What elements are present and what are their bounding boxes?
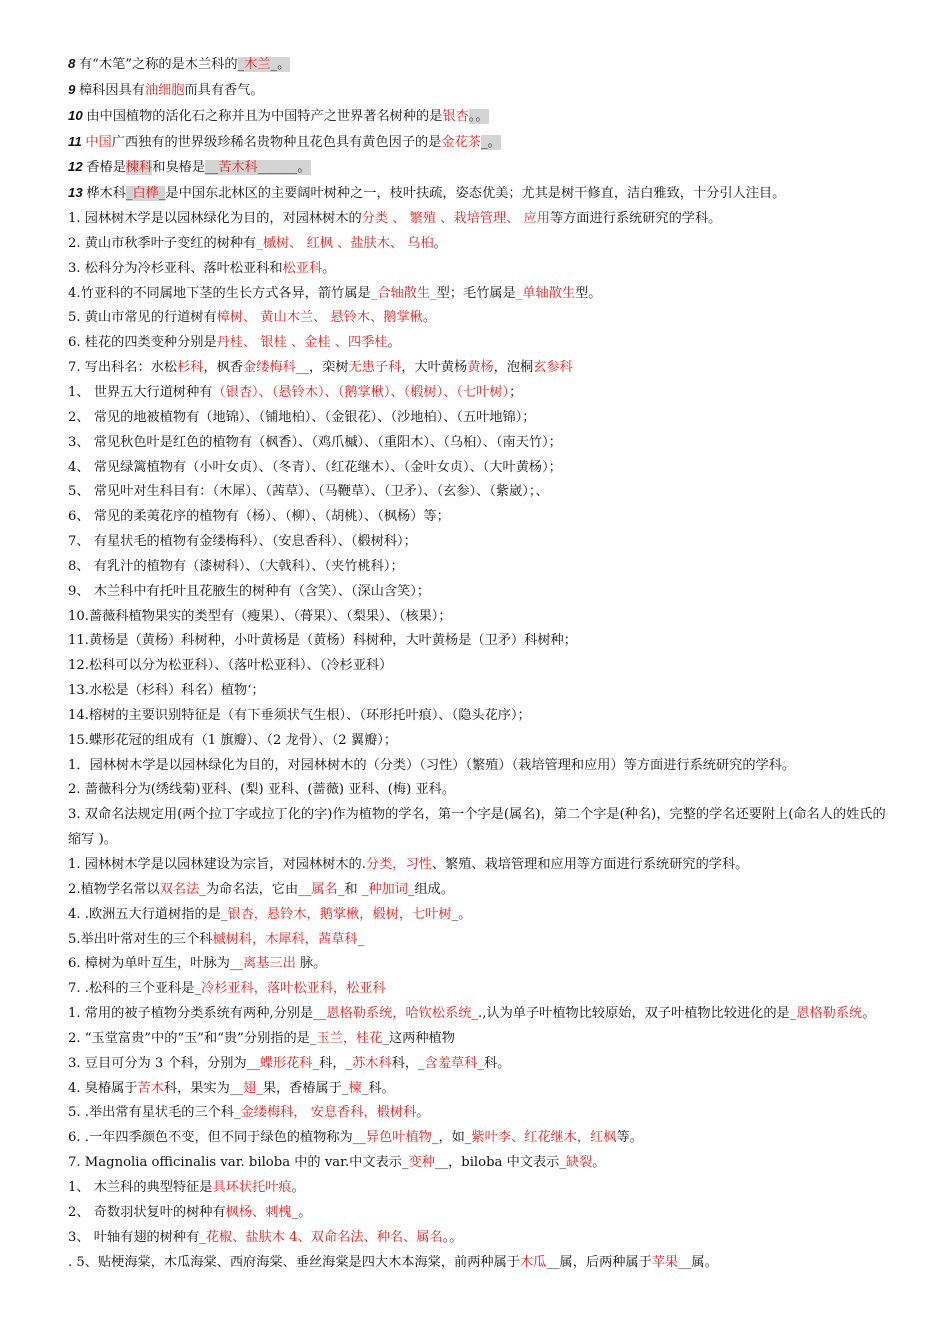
- text-segment: 1、 世界五大行道树种有: [68, 384, 213, 400]
- text-line: [68, 530, 890, 555]
- text-segment: 广西独有的世界级珍稀名贵物种且花色具有黄色因子的是: [111, 134, 442, 150]
- text-segment: 等。: [616, 1130, 643, 1146]
- text-segment: _: [125, 186, 133, 202]
- text-line: [68, 928, 890, 953]
- answer-text: 银杏: [442, 108, 469, 124]
- answer-text: 紫叶李、红花继木，红枫: [471, 1130, 617, 1146]
- item-number: 13: [68, 185, 87, 201]
- text-line: [68, 1201, 890, 1226]
- answer-text: 花椒、盐肤木 4、双命名法、种名、属名: [205, 1229, 443, 1245]
- text-segment: 。: [592, 1155, 606, 1171]
- answer-text: 木兰: [244, 57, 271, 72]
- text-line: [68, 853, 890, 878]
- text-line: [68, 580, 890, 605]
- text-line: [68, 155, 890, 181]
- text-segment: 5.举出叶常对生的三个科: [68, 931, 213, 947]
- answer-text: 属名: [311, 881, 338, 897]
- text-segment: 而具有香气。: [184, 82, 264, 98]
- text-segment: 7. Magnolia officinalis var. biloba 中的 var.中文表示_: [68, 1155, 409, 1171]
- answer-text: （银杏）、（悬铃木）、（鹅掌楸）、（椴树）、（七叶树）: [212, 384, 510, 400]
- answer-text: 恩格勒系统，哈钦松系统: [326, 1006, 472, 1022]
- text-segment: 14.榕树的主要识别特征是（有下垂须状气生根）、（环形托叶痕）、（隐头花序）；: [68, 707, 531, 723]
- answer-text: 双名法: [159, 881, 200, 897]
- text-segment: _组成。: [407, 881, 455, 897]
- text-segment: 2、 常见的地被植物有（地锦）、（铺地柏）、（金银花）、（沙地柏）、（五叶地锦）；: [68, 409, 536, 425]
- answer-text: 玉兰，桂花: [316, 1030, 383, 1046]
- text-line: [68, 78, 890, 104]
- answer-text: 分类 、 繁殖 、栽培管理、 应用: [361, 211, 550, 227]
- text-segment: 3、 叶轴有翅的树种有_: [68, 1229, 206, 1245]
- text-segment: __属。: [678, 1254, 718, 1270]
- answer-text: 无患子科: [348, 360, 402, 376]
- answer-text: 苹果: [651, 1254, 679, 1270]
- text-segment: 6. 桂花的四类变种分别是: [68, 335, 217, 351]
- answer-text: 樟树、 黄山木兰、 悬铃木、鹅掌楸: [216, 310, 423, 326]
- item-number: 12: [68, 159, 87, 175]
- answer-text: 变种: [408, 1155, 435, 1171]
- text-segment: 。: [297, 160, 311, 176]
- text-line: [68, 356, 890, 381]
- text-segment: 1. 常用的被子植物分类系统有两种,分别是__: [68, 1006, 327, 1022]
- text-segment: . 5、贴梗海棠，木瓜海棠、西府海棠、垂丝海棠是四大木本海棠，前两种属于: [68, 1254, 520, 1270]
- text-line: [68, 1052, 890, 1077]
- text-segment: 是中国东北林区的主要阔叶树种之一，枝叶扶疏，姿态优美；尤其是树干修直，洁白雅致，十分引人注目。: [165, 186, 786, 202]
- text-segment: 5. 黄山市常见的行道树有: [68, 310, 217, 326]
- text-line: [68, 803, 890, 853]
- text-segment: 5、 常见叶对生科目有：（木犀）、（茜草）、（马鞭草）、（卫矛）、（玄参）、（紫崴）；、: [68, 484, 549, 500]
- text-line: [68, 977, 890, 1002]
- text-line: [68, 903, 890, 928]
- text-line: [68, 952, 890, 977]
- text-segment: 1、 木兰科的典型特征是: [68, 1179, 213, 1195]
- text-segment: 4. .欧洲五大行道树指的是_: [68, 906, 228, 922]
- text-segment: ，泡桐: [493, 360, 534, 376]
- text-line: [68, 1077, 890, 1102]
- item-number: 9: [68, 81, 79, 97]
- text-segment: 9、 木兰科中有托叶且花腋生的树种有（含笑）、（深山含笑）；: [68, 583, 431, 599]
- text-segment: 13.水松是（杉科）科名）植物‘；: [68, 683, 265, 699]
- item-number: 10: [68, 107, 87, 123]
- text-line: [68, 257, 890, 282]
- text-line: [68, 232, 890, 257]
- text-segment: 1. 园林树木学是以园林绿化为目的，对园林树木的: [68, 211, 362, 227]
- text-segment: 脉。: [295, 956, 327, 972]
- text-segment: 科，_: [391, 1055, 425, 1071]
- text-segment: 。。: [468, 108, 489, 124]
- text-segment: 科，果实为__: [163, 1080, 244, 1096]
- answer-text: 杉科: [177, 360, 204, 376]
- text-line: [68, 1251, 890, 1276]
- text-segment: 2. 蔷薇科分为(绣线菊)亚科、(梨) 亚科、(蔷薇) 亚科、(梅) 亚科。: [68, 782, 456, 798]
- answer-text: 玄参科: [533, 360, 573, 376]
- answer-text: _单轴散生: [515, 285, 576, 301]
- text-line: [68, 406, 890, 431]
- text-segment: 7. .松科的三个亚科是_: [68, 981, 202, 997]
- text-segment: 。: [416, 1105, 430, 1121]
- item-number: 11: [68, 133, 86, 149]
- answer-text: 丹桂、 银桂 、金桂 、四季桂: [216, 335, 388, 351]
- text-segment: ，枫香: [203, 360, 244, 376]
- text-segment: 桦木科: [86, 186, 126, 202]
- answer-text: 枫杨、刺槐: [225, 1204, 292, 1220]
- text-line: [68, 52, 890, 78]
- text-segment: 。。: [442, 1229, 463, 1245]
- answer-text: 金缕梅科: [243, 360, 296, 376]
- text-line: [68, 704, 890, 729]
- text-segment: _科。: [477, 1055, 511, 1071]
- text-line: [68, 1151, 890, 1176]
- text-line: [68, 306, 890, 331]
- text-line: [68, 778, 890, 803]
- answer-text: 缺裂: [565, 1155, 593, 1171]
- text-segment: 有“木笔”之称的是木兰科的: [79, 57, 238, 72]
- text-segment: _。: [270, 57, 291, 72]
- text-segment: ，大叶黄杨: [401, 360, 468, 376]
- answer-text: 含羞草科: [424, 1055, 478, 1071]
- answer-text: 冷杉亚科，落叶松亚科，松亚科: [201, 981, 386, 997]
- text-line: [68, 729, 890, 754]
- text-segment: 15.蝶形花冠的组成有（1 旗瓣）、（2 龙骨）、（2 翼瓣）；: [68, 732, 398, 748]
- text-segment: 6、 常见的柔荑花序的植物有（杨）、（柳）、（胡桃）、（枫杨）等；: [68, 509, 450, 525]
- text-segment: __: [205, 160, 219, 176]
- text-segment: 4、 常见绿篱植物有（小叶女贞）、（冬青）、（红花继木）、（金叶女贞）、（大叶黄杨）；: [68, 459, 562, 475]
- answer-text: 金花茶: [441, 134, 481, 150]
- answer-text: 黄杨: [467, 360, 494, 376]
- text-line: [68, 654, 890, 679]
- answer-text: 苦木科: [218, 160, 258, 176]
- text-segment: 2.植物学名常以: [68, 881, 160, 897]
- text-line: [68, 1176, 890, 1201]
- text-segment: ______: [257, 160, 298, 176]
- text-line: [68, 555, 890, 580]
- text-line: [68, 605, 890, 630]
- text-segment: 1. 园林树木学是以园林建设为宗旨，对园林树木的.: [68, 857, 366, 872]
- answer-text: 松亚科: [282, 260, 323, 276]
- text-segment: 3、 常见秋色叶是红色的植物有（枫香）、（鸡爪槭）、（重阳木）、（乌桕）、（南天竹）；: [68, 434, 562, 450]
- text-segment: 6. .一年四季颜色不变，但不同于绿色的植物称为__: [68, 1130, 366, 1146]
- text-segment: _: [357, 931, 365, 947]
- text-segment: _: [237, 57, 245, 72]
- text-line: [68, 1002, 890, 1027]
- text-line: [68, 878, 890, 903]
- answer-text: 具环状托叶痕: [212, 1179, 292, 1195]
- text-line: [68, 679, 890, 704]
- text-line: [68, 754, 890, 779]
- text-segment: _科，_: [312, 1055, 353, 1071]
- answer-text: _合轴散生_: [370, 285, 437, 301]
- text-segment: 。: [291, 1179, 305, 1195]
- text-line: [68, 130, 890, 156]
- answer-text: 恩格勒系统: [796, 1006, 863, 1022]
- text-segment: 型。: [575, 285, 602, 301]
- text-segment: 。: [322, 260, 336, 276]
- answer-text: 蝶形花科: [259, 1055, 313, 1071]
- text-segment: 、繁殖、栽培管理和应用等方面进行系统研究的学科。: [431, 857, 749, 872]
- text-segment: 和臭椿是: [152, 160, 206, 176]
- text-segment: 。: [862, 1006, 876, 1022]
- answer-text: 油细胞: [144, 82, 185, 98]
- text-line: [68, 1226, 890, 1251]
- text-segment: 7. 写出科名：水松: [68, 360, 178, 376]
- answer-text: 银杏，悬铃木，鹅掌楸，椴树，七叶树: [227, 906, 452, 922]
- text-line: [68, 1101, 890, 1126]
- text-segment: ；: [509, 384, 523, 400]
- answer-text: _槭树、 红枫 、盐肤木、 乌桕: [256, 235, 434, 251]
- text-segment: 3. 豆目可分为 3 个科，分别为__: [68, 1055, 260, 1071]
- text-segment: _: [158, 186, 166, 202]
- text-segment: 。: [433, 235, 447, 251]
- answer-text: 木瓜: [519, 1254, 547, 1270]
- answer-text: 种加词: [368, 881, 408, 897]
- text-line: [68, 1126, 890, 1151]
- text-segment: _科。: [361, 1080, 395, 1096]
- text-segment: _.,认为单子叶植物比较原始，双子叶植物比较进化的是_: [471, 1006, 797, 1022]
- text-segment: _，如_: [431, 1130, 472, 1146]
- text-segment: _和 _: [337, 881, 369, 897]
- text-segment: 樟科因具有: [79, 82, 145, 98]
- answer-text: 分类，习性: [365, 857, 432, 872]
- answer-text: 金缕梅科， 安息香科，椴树科: [240, 1105, 417, 1121]
- text-segment: _。: [291, 1204, 312, 1220]
- text-segment: 香椿是: [86, 160, 126, 176]
- text-segment: 。: [422, 310, 437, 326]
- text-segment: 1．园林树木学是以园林绿化为目的，对园林树木的（分类）（习性）（繁殖）（栽培管理和应用）等方面进行系统研究的学科。: [68, 757, 796, 773]
- text-segment: __，栾树: [295, 360, 349, 376]
- text-segment: 6. 樟树为单叶互生，叶脉为__: [68, 956, 244, 972]
- text-line: [68, 381, 890, 406]
- text-segment: 5. .举出常有星状毛的三个科_: [68, 1105, 241, 1121]
- text-segment: _。: [451, 906, 472, 922]
- text-segment: 2、 奇数羽状复叶的树种有: [68, 1204, 226, 1220]
- text-line: [68, 629, 890, 654]
- text-segment: 3. 双命名法规定用(两个拉丁字或拉丁化的字)作为植物的学名，第一个字是(属名)，第二个字是(种名)，完整的学名还要附上(命名人的姓氏的缩写 )。: [68, 807, 886, 848]
- answer-text: 苏木科: [352, 1055, 392, 1071]
- text-segment: _这两种植物: [382, 1030, 455, 1046]
- text-segment: 3. 松科分为冷杉亚科、落叶松亚科和: [68, 260, 283, 276]
- answer-text: 异色叶植物: [365, 1130, 432, 1146]
- text-segment: 7、 有星状毛的植物有金缕梅科）、（安息香科）、（椴树科）；: [68, 534, 417, 550]
- text-line: [68, 456, 890, 481]
- answer-text: 白桦: [132, 186, 159, 202]
- text-segment: __属，后两种属于: [546, 1254, 652, 1270]
- text-line: [68, 480, 890, 505]
- item-number: 8: [68, 56, 79, 71]
- text-segment: 2. “玉堂富贵”中的“玉”和“贵”分别指的是_: [68, 1030, 317, 1046]
- text-segment: 2. 黄山市秋季叶子变红的树种有: [68, 235, 257, 251]
- text-segment: 。: [387, 335, 401, 351]
- answer-text: 楝: [348, 1080, 362, 1096]
- text-segment: 由中国植物的活化石之称并且为中国特产之世界著名树种的是: [86, 108, 443, 124]
- text-line: [68, 207, 890, 232]
- text-line: [68, 104, 890, 130]
- answer-text: 中国: [85, 134, 112, 150]
- answer-text: 翅: [243, 1080, 257, 1096]
- text-segment: _。: [480, 134, 501, 150]
- text-segment: 4.竹亚科的不同属地下茎的生长方式各异，箭竹属是: [68, 285, 371, 301]
- text-line: [68, 431, 890, 456]
- answer-text: 苦木: [137, 1080, 164, 1096]
- answer-text: 槭树科，木犀科，茜草科: [212, 931, 358, 947]
- text-line: [68, 505, 890, 530]
- text-segment: 10.蔷薇科植物果实的类型有（瘦果）、（蓇果）、（梨果）、（核果）；: [68, 608, 452, 624]
- text-line: [68, 181, 890, 207]
- text-segment: _为命名法，它由__: [199, 881, 312, 897]
- text-line: [68, 331, 890, 356]
- text-segment: _果，香椿属于_: [256, 1080, 349, 1096]
- text-segment: __，biloba 中文表示_: [434, 1155, 566, 1171]
- answer-text: 楝科: [125, 160, 153, 176]
- text-segment: 11.黄杨是（黄杨）科树种，小叶黄杨是（黄杨）科树种，大叶黄杨是（卫矛）科树种；: [68, 633, 577, 649]
- text-segment: 8、 有乳汁的植物有（漆树科）、（大戟科）、（夹竹桃科）；: [68, 558, 404, 574]
- text-line: [68, 282, 890, 307]
- answer-text: 离基三出: [243, 956, 296, 972]
- text-segment: 4. 臭椿属于: [68, 1080, 138, 1096]
- text-segment: 等方面进行系统研究的学科。: [549, 211, 722, 227]
- text-line: [68, 1027, 890, 1052]
- text-segment: 12.松科可以分为松亚科）、（落叶松亚科）、（冷杉亚科）: [68, 658, 393, 674]
- text-segment: 型；毛竹属是: [436, 285, 516, 301]
